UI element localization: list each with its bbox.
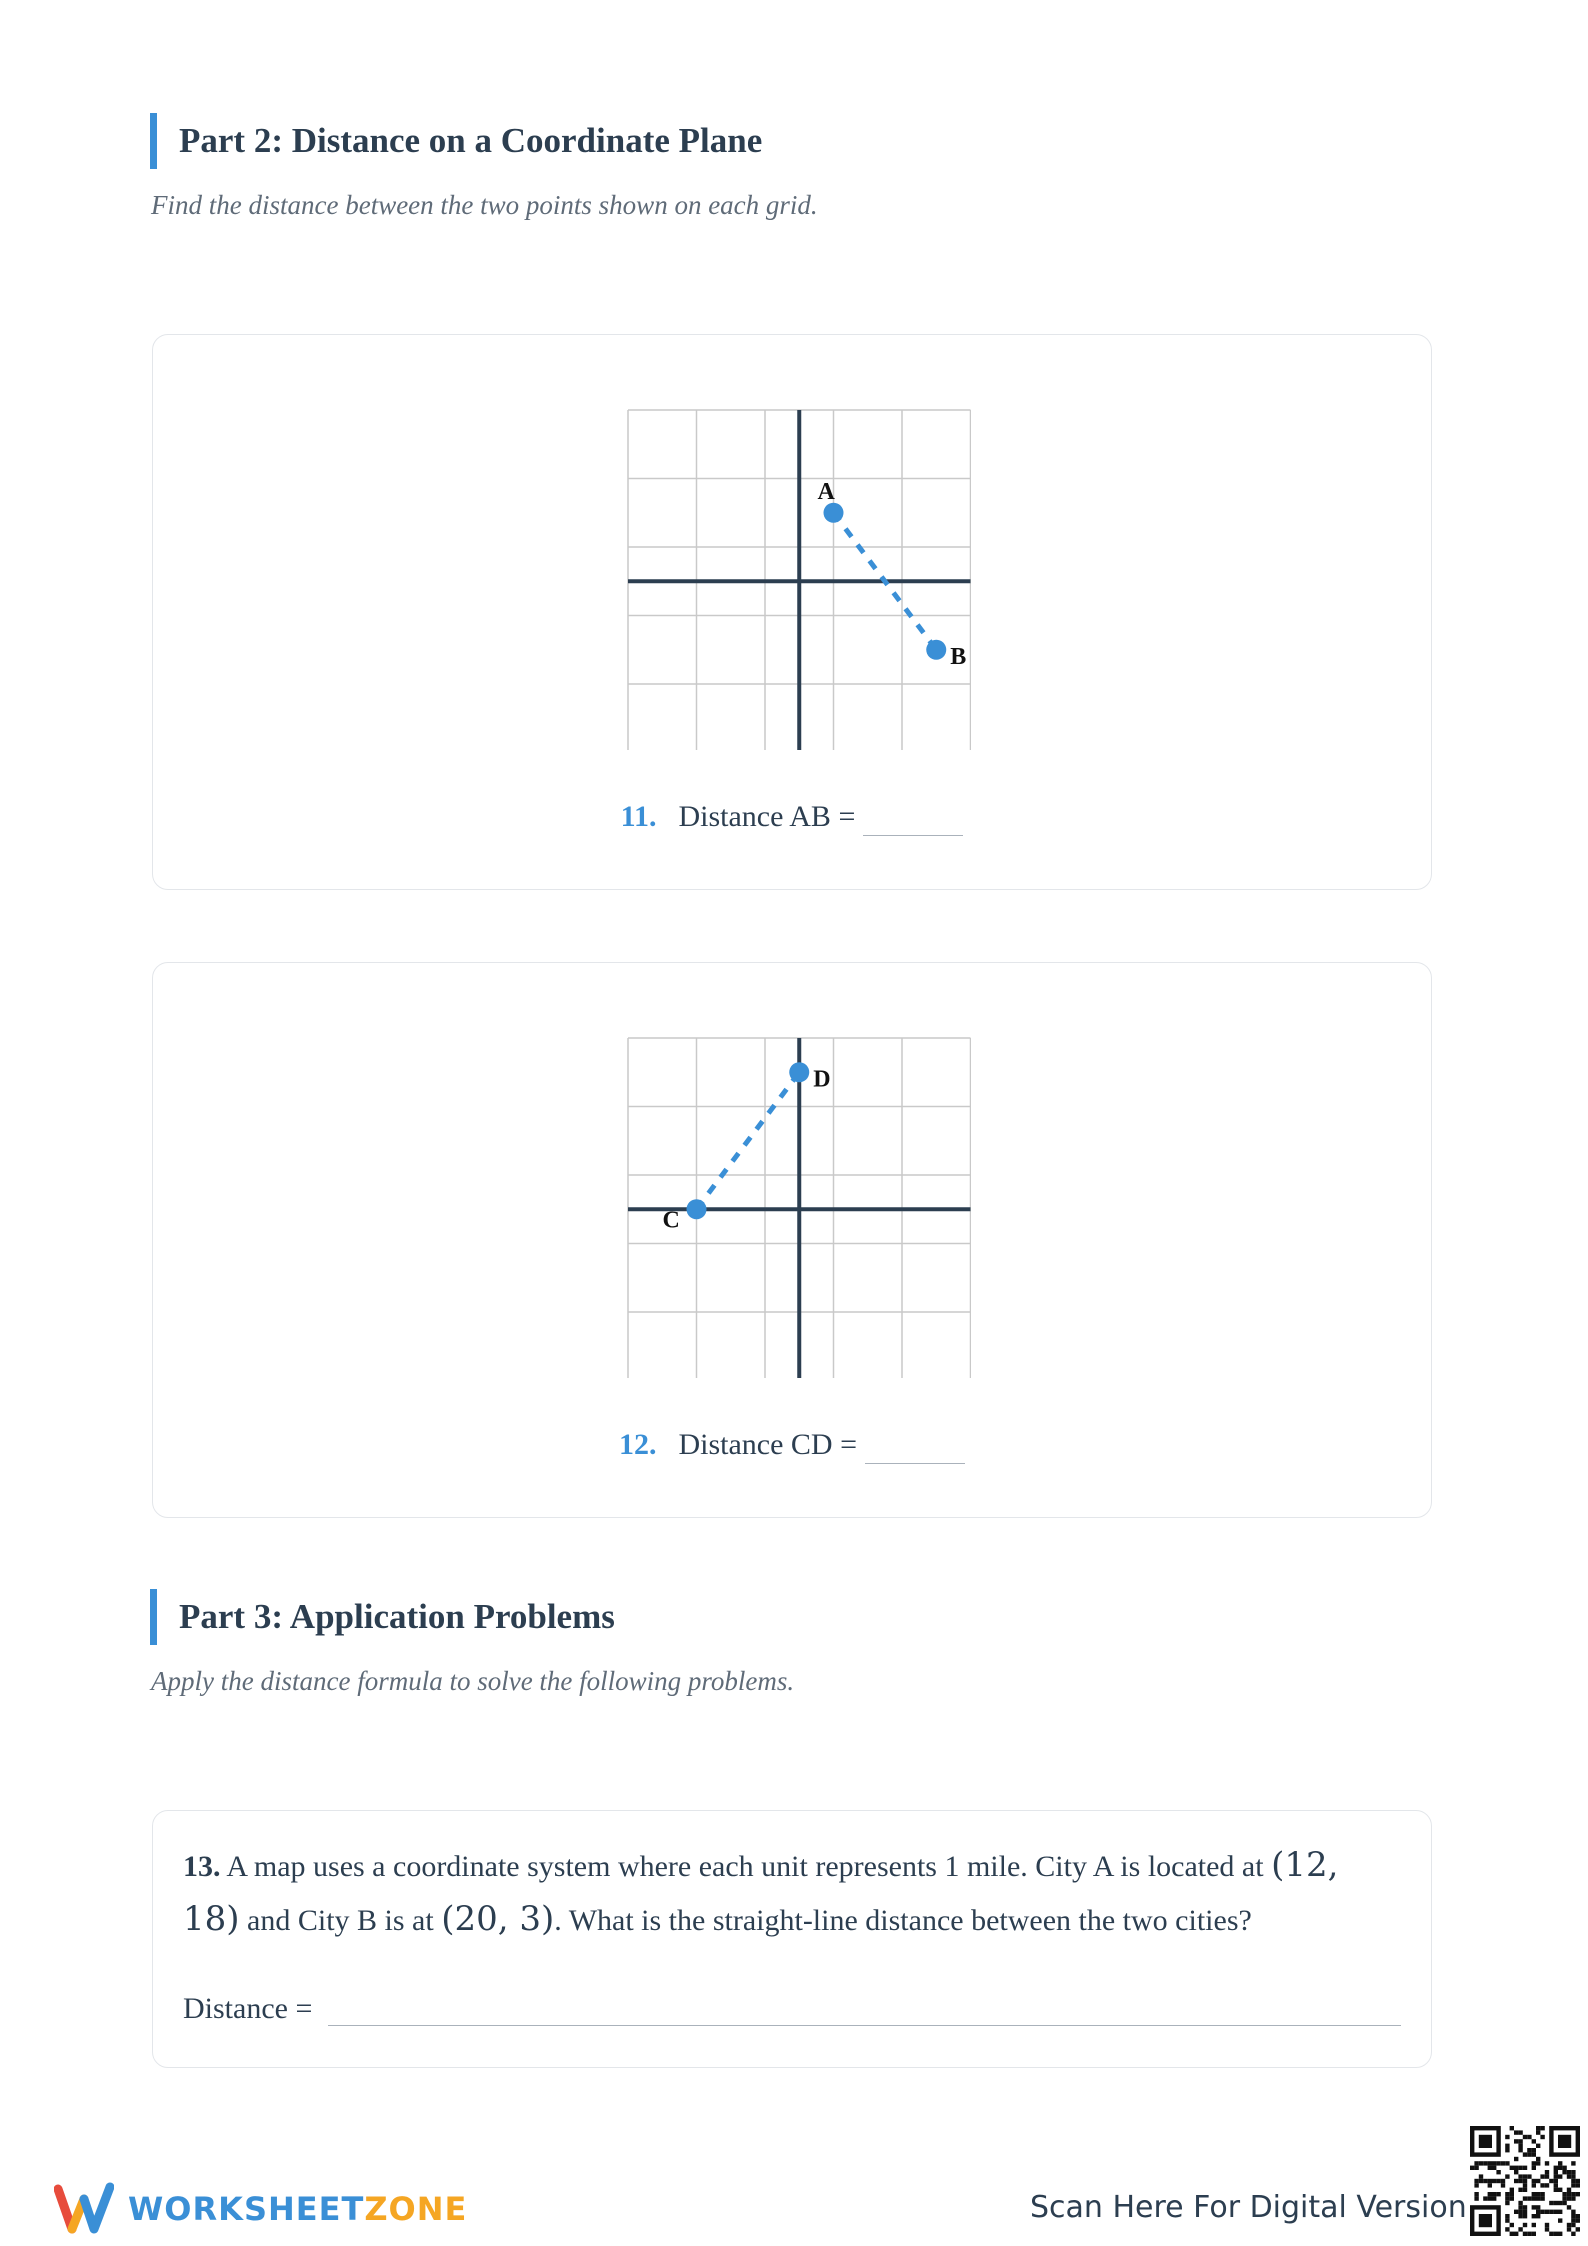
point-marker [789, 1062, 809, 1082]
section-instructions: Find the distance between the two points shown on each grid. [151, 190, 818, 220]
answer-blank[interactable] [865, 1433, 965, 1464]
question-line [153, 800, 1431, 836]
answer-row [183, 1989, 1401, 2026]
problem-text-part: A map uses a coordinate system where each unit represents 1 mile. City A is located at [226, 1850, 1264, 1883]
coordinate-b: (20, 3) [441, 1899, 555, 1939]
section-heading: Part 2: Distance on a Coordinate Plane [150, 113, 762, 169]
answer-blank[interactable] [863, 805, 963, 836]
coordinate-grid [626, 1036, 971, 1378]
segment-line [697, 1072, 800, 1209]
brand-logo[interactable] [54, 2181, 467, 2237]
question-number: 12. [618, 1428, 657, 1461]
point-label: D [813, 1066, 831, 1093]
problem-card [152, 1810, 1432, 2068]
question-number: 11. [620, 800, 657, 833]
answer-label: Distance = [183, 1992, 313, 2025]
point-marker [926, 640, 946, 660]
question-label: Distance CD = [678, 1428, 858, 1461]
question-card [152, 334, 1432, 890]
answer-line[interactable] [328, 1989, 1401, 2026]
point-marker [687, 1199, 707, 1219]
logo-text: WORKSHEETZONE [128, 2190, 468, 2228]
point-label: B [950, 643, 967, 670]
problem-text-part: . What is the straight-line distance between the two cities? [554, 1904, 1252, 1937]
qr-code-icon[interactable] [1470, 2126, 1580, 2236]
question-label: Distance AB = [678, 800, 856, 833]
coordinate-grid [626, 408, 971, 750]
question-line [153, 1428, 1431, 1464]
question-card [152, 962, 1432, 1518]
problem-text-part: and City B is at [247, 1904, 434, 1937]
problem-text [183, 1839, 1401, 1947]
section-heading: Part 3: Application Problems [150, 1589, 615, 1645]
problem-number: 13. [183, 1850, 221, 1883]
coordinate-a: (12, 18) [183, 1845, 1339, 1939]
point-marker [824, 503, 844, 523]
section-instructions: Apply the distance formula to solve the following problems. [151, 1666, 795, 1696]
point-label: A [817, 478, 835, 505]
point-label: C [662, 1207, 680, 1234]
scan-label: Scan Here For Digital Version [1030, 2190, 1467, 2225]
logo-w-icon [54, 2181, 114, 2237]
